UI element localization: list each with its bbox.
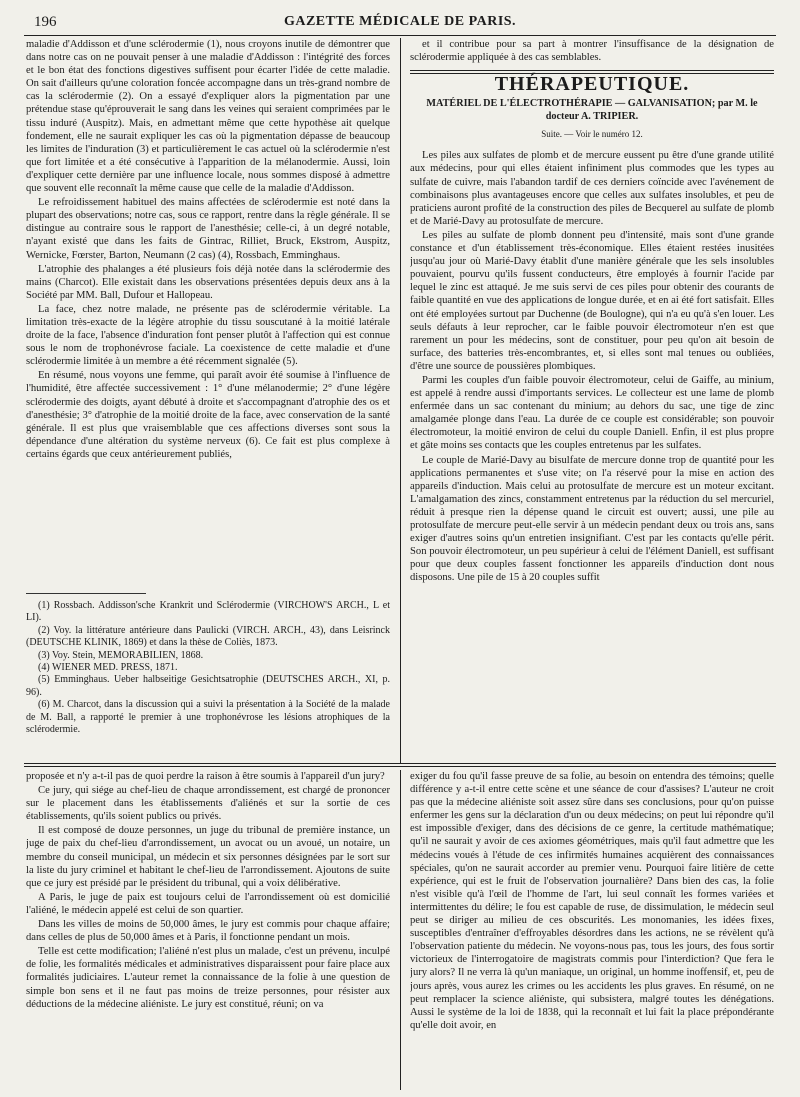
paragraph: Les piles aux sulfates de plomb et de mercure eussent pu être d'une grande utilité aux médecins, pour qui elles étaient infiniment plus commodes que les types au sulfate de cuivre, mais l'abandon tardif de ces derniers coïncide avec l'avénement de combinaisons plus avantageuses encore que celles aux sulfates insolubles, et peu de praticiens auront profité de la construction des piles de Becquerel au sulfate de plomb et de Marié-Davy au protosulfate de mercure. — [410, 150, 774, 227]
paragraph: Les piles au sulfate de plomb donnent peu d'intensité, mais sont d'une grande constance et d'un établissement très-économique. Elles étaient restées inusitées jusqu'au jour où Marié-Davy établit d'une manière générale que les sels insolubles pouvaient, pourvu qu'ils fussent conducteurs, être employés à fournir l'acide par lequel le zinc est attaqué. Je me suis servi de ces piles pour obtenir des courants de faible quantité en vue des applications de longue durée, et en ai été fort satisfait. Elles ont été employées surtout par Duchenne (de Boulogne), qui n'a eu qu'à s'en louer. Les seuls défauts à leur reprocher, car le faible pouvoir électromoteur n'en est que rarement un pour les médecins, sont de constituer, pour peu qu'on ait besoin de surface, des batteries très-encombrantes, et, si elles sont mal tenues ou oubliées, d'être une source de poussières plombiques. — [410, 229, 774, 372]
section-title: THÉRAPEUTIQUE. — [494, 73, 690, 96]
paragraph: Le couple de Marié-Davy au bisulfate de mercure donne trop de quantité pour les applications permanentes et s'use vite; on l'a réservé pour la mise en action des appareils d'induction. Mais celui au protosulfate de mercure est un moteur excitant. L'amalgamation des zincs, constamment entretenus par la réduction du sel mercuriel, réduit à presque rien la dépense quand le circuit est ouvert; aussi, une pile au protosulfate de mercure peut-elle servir à un médecin pendant deux ou trois ans, sans exiger d'autres soins qu'un entretien insignifiant. C'est par les contacts qu'elle périt. Son pouvoir électromoteur, un peu supérieur à celui de l'élément Daniell, est suffisant pour que deux couples fassent fonctionner les appareils d'induction dont nous disposons. Une pile de 15 à 20 couples suffit — [410, 454, 774, 584]
footnote: (2) Voy. la littérature antérieure dans Paulicki (VIRCH. ARCH., 43), dans Leisrinck (DEUTSCHE KLINIK, 1869) et dans la thèse de Coliès, 1873. — [26, 624, 390, 649]
left-column — [26, 38, 390, 580]
bottom-column-divider — [400, 770, 401, 1090]
bottom-right-column — [410, 770, 774, 1090]
paragraph: Ce jury, qui siége au chef-lieu de chaque arrondissement, est chargé de prononcer sur le placement dans les établissements d'aliénés et sur la sortie de ces établissements, qu'ils soient publics ou privés. — [26, 785, 390, 823]
footnote: (3) Voy. Stein, MEMORABILIEN, 1868. — [38, 649, 204, 661]
paragraph: Parmi les couples d'un faible pouvoir électromoteur, celui de Gaiffe, au minium, est appelé à rendre aussi d'importants services. Le collecteur est une lame de plomb enfermée dans un sac contenant du minium; au dehors du sac, une tige de zinc amalgamée plonge dans l'eau. La durée de ce couple est considérable; son pouvoir électromoteur, la moitié environ de celui du couple Daniell. Enfin, il est plus propre et gâte moins ses contacts que les couples entretenus par les sulfates. — [410, 374, 774, 452]
footnote: (5) Emminghaus. Ueber halbseitige Gesichtsatrophie (DEUTSCHES ARCH., XI, p. 96). — [26, 674, 390, 698]
article-heading: MATÉRIEL DE L'ÉLECTROTHÉRAPIE — GALVANISATION; par M. le docteur A. TRIPIER. — [426, 98, 758, 123]
paragraph: exiger du fou qu'il fasse preuve de sa folie, au besoin on entendra des témoins; quelle différence y a-t-il entre cette scène et une séance de cour d'assises? L'auteur ne croit pas que la médecine aliéniste soit assez sûre dans ses conclusions, pour qu'on puisse enfermer les gens sur la déclaration d'un ou deux médecins; on peut lui répondre qu'il est impossible d'exiger, dans des décisions de ce genre, la certitude mathématique; qu'il ne saurait y avoir de ces axiomes géométriques, mais qu'il faut admettre que les médecins voués à l'étude de ces infirmités humaines acquièrent des connaissances spéciales, qu'on ne saurait accorder au premier venu. Pourquoi faire litière de cette expérience, qui est le fruit de l'observation journalière? Dans bien des cas, la folie n'est visible qu'à l'œil de l'homme de l'art, lui seul connaît les formes variées et intermittentes du délire; le fou est capable de ruse, de dissimulation, le médecin seul peut se diriger au milieu de ces obscurités. Les monomanies, les idées fixes, susceptibles d'entraîner d'effroyables désordres dans les actions, ne se révèlent qu'à l'observation patiente du médecin. Ne voyons-nous pas, tous les jours, des fous sortir victorieux de l'interrogatoire de magistrats commis pour l'interdiction? Que fera le jury alors? Il ne verra là qu'un maniaque, un original, un homme inoffensif, et, peu de jours après, vous aurez les crimes ou les accidents les plus graves. En résumé, on ne peut remplacer la science aliéniste, qui subsistera, malgré toutes les dénégations. Aussi le système de la loi de 1838, qui la reconnaît et lui fait la place prépondérante qu'elle doit avoir, en — [410, 771, 774, 1031]
footnote-rule — [26, 593, 146, 594]
page-divider — [24, 763, 776, 767]
article-suite: Suite. — Voir le numéro 12. — [541, 129, 643, 140]
right-column — [410, 38, 774, 763]
continuation-text: et il contribue pour sa part à montrer l'insuffisance de la désignation de sclérodermie appliquée à des cas semblables. — [410, 39, 774, 64]
footnote: (6) M. Charcot, dans la discussion qui a suivi la présentation à la Société de la malade de M. Ball, a rapporté le premier à une trophonévrose les lésions atrophiques de la sclérodermie. — [26, 699, 390, 736]
page-header — [24, 12, 776, 34]
left-footnotes — [26, 600, 390, 760]
page-number: 196 — [34, 14, 57, 30]
bottom-left-column — [26, 770, 390, 1090]
paragraph: proposée et n'y a-t-il pas de quoi perdre la raison à être soumis à l'appareil d'un jury? — [26, 771, 385, 782]
footnote: (4) WIENER MED. PRESS, 1871. — [38, 662, 178, 674]
paragraph: maladie d'Addisson et d'une sclérodermie (1), nous croyons inutile de démontrer que dans notre cas on ne pouvait penser à une maladie d'Addisson : l'intégrité des forces et le bon état des fonctions digestives suffisent pour écarter l'idée de cette maladie. On sait d'ailleurs qu'une coloration foncée accompagne dans un très-grand nombre de cas la sclérodermie (2). On a essayé d'expliquer alors la pigmentation par une prétendue stase qu'éprouverait le sang dans les veines qui seraient comprimées par le tissu induré (Auspitz). Mais, en admettant même que cette hypothèse ait quelque fondement, elle ne saurait expliquer les cas où la pigmentation dépasse de beaucoup les limites de l'induration (3) et particulièrement le cas actuel où la sclérodermie n'est que fort limitée et a été consécutive à l'apparition de la mélanodermie. Aussi, loin d'expliquer cette dernière par une influence locale, nous sommes disposé à admettre que souvent elle reconnaît la même cause que celle de la maladie d'Addisson. — [26, 39, 390, 195]
paragraph: En résumé, nous voyons une femme, qui paraît avoir été soumise à l'influence de l'humidité, être affectée successivement : 1° d'une mélanodermie; 2° d'une légère sclérodermie des doigts, ayant débuté à droite et s'accompagnant d'atrophie des os et d'anesthésie; 3° d'atrophie de la moitié droite de la face, avec conservation de la santé générale. Il est plus que vraisemblable que ces affections diverses sont sous la dépendance d'une altération du système nerveux (6). Ce fait est plus complexe à certains égards que ceux antérieurement publiés, — [26, 370, 390, 460]
footnote: (1) Rossbach. Addisson'sche Krankrit und Sclérodermie (VIRCHOW'S ARCH., L et LI). — [26, 600, 390, 624]
column-divider — [400, 38, 401, 763]
paragraph: L'atrophie des phalanges a été plusieurs fois déjà notée dans la sclérodermie des mains (Charcot). Elle existait dans les observations présentées depuis deux ans à la Société par MM. Ball, Dufour et Hallopeau. — [26, 263, 390, 301]
journal-title: GAZETTE MÉDICALE DE PARIS. — [283, 14, 517, 29]
paragraph: Dans les villes de moins de 50,000 âmes, le jury est commis pour chaque affaire; dans celles de plus de 50,000 âmes et à Paris, il fonctionne pendant un mois. — [26, 919, 390, 944]
paragraph: A Paris, le juge de paix est toujours celui de l'arrondissement où est domicilié l'aliéné, le médecin appelé est celui de son quartier. — [26, 891, 390, 916]
paragraph: La face, chez notre malade, ne présente pas de sclérodermie véritable. La limitation très-exacte de la légère atrophie du tissu souscutané à la moitié latérale droite de la face, l'absence d'induration font penser plutôt à l'affection qui est connue sous le nom de trophonévrose faciale. La coexistence de cette maladie et d'une sclérodermie limitée à un membre a été récemment signalée (5). — [26, 303, 390, 368]
paragraph: Le refroidissement habituel des mains affectées de sclérodermie est noté dans la plupart des observations; notre cas, sous ce rapport, rentre dans la règle générale. Il se distingue au contraire sous le rapport de l'anesthésie; celle-ci, à un degré notable, n'ayant existé que dans les faits de Gintrac, Rilliet, Bruck, Ekstrom, Auspitz, Wernicke, Fœrster, Barton, Neumann (2 cas) (4), Rossbach, Emminghaus. — [26, 197, 390, 261]
paragraph: Il est composé de douze personnes, un juge du tribunal de première instance, un juge de paix du chef-lieu d'arrondissement, un avocat ou un avoué, un notaire, un membre du conseil municipal, un médecin et six personnes désignées par le sort sur la liste du jury criminel et habitant le chef-lieu de l'arrondissement. Ajoutons de suite que ce jury est présidé par le président du tribunal, qui a voix délibérative. — [26, 825, 390, 889]
right-paragraphs — [410, 149, 774, 584]
header-rule — [24, 35, 776, 36]
paragraph: Telle est cette modification; l'aliéné n'est plus un malade, c'est un prévenu, inculpé de folie, les formalités médicales et administratives disparaissent pour faire place aux formalités judiciaires. L'auteur remet la connaissance de la folie à une question de simple bon sens et il ne faut pas moins de treize personnes, pour résister aux déductions de la médecine aliéniste. Le jury est constitué, réuni; on va — [26, 946, 390, 1010]
